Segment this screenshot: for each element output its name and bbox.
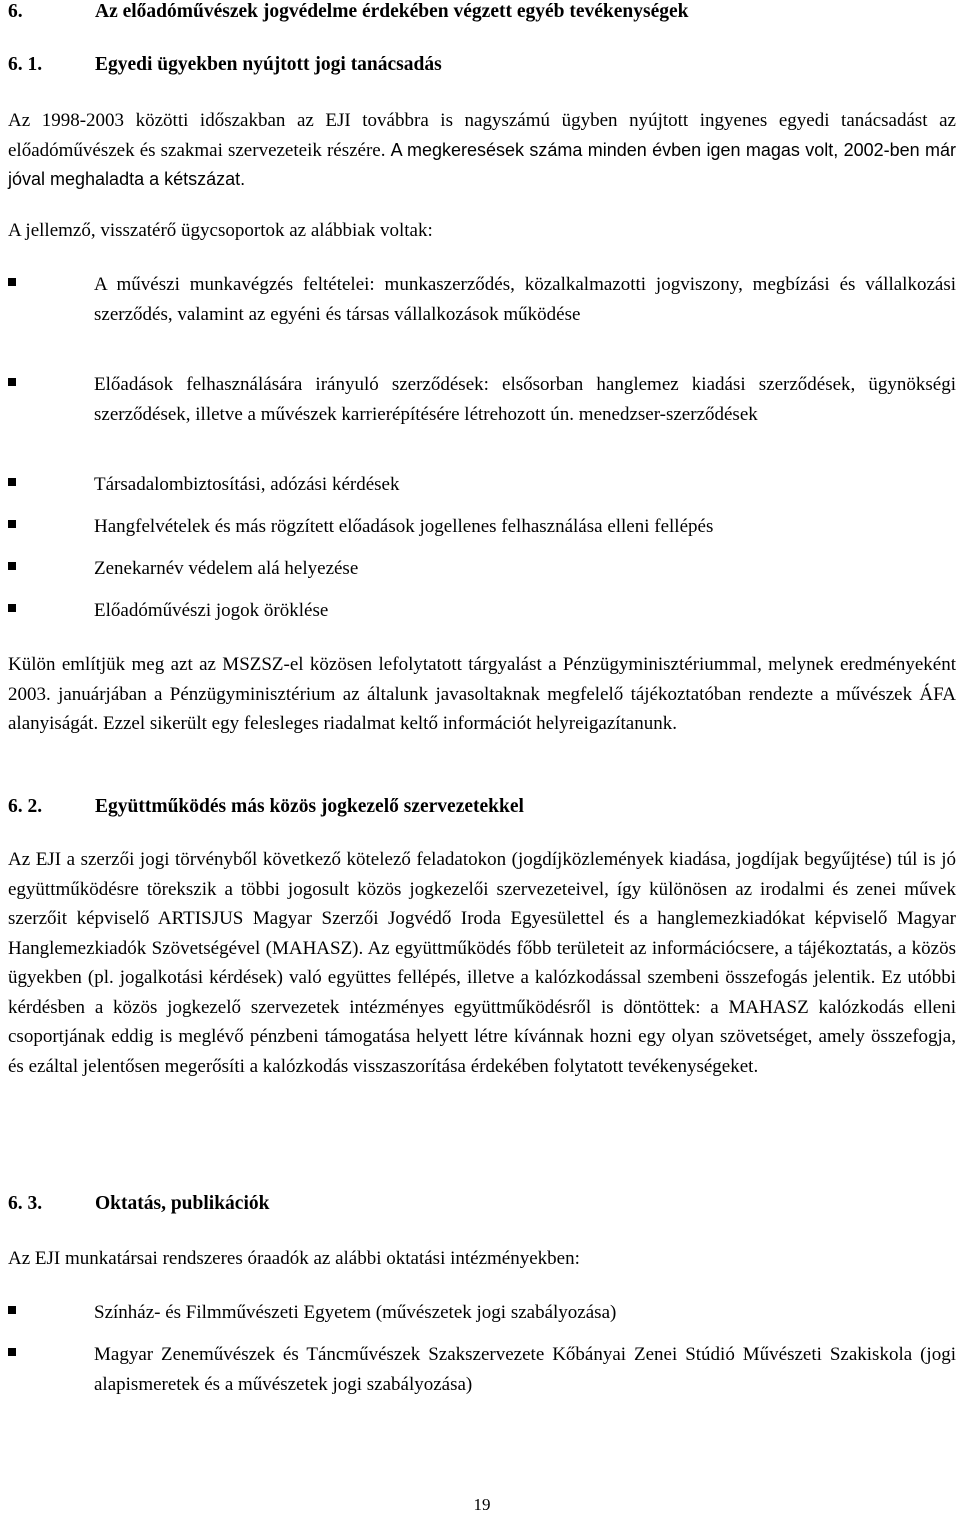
bullet-icon [8,520,16,528]
paragraph-consulting [8,106,956,195]
bullet-icon [8,562,16,570]
list-intro: A jellemző, visszatérő ügycsoportok az alábbiak voltak: [8,220,433,241]
bullet-icon [8,1306,16,1314]
list-item-text: Színház- és Filmművészeti Egyetem (művészetek jogi szabályozása) [94,1302,617,1323]
list-item-text: Magyar Zeneművészek és Táncművészek Szakszervezete Kőbányai Zenei Stúdió Művészeti Szakiskola (jogi alapismeretek és a művészetek jogi szabályozása) [94,1344,956,1395]
bullet-icon [8,478,16,486]
section-title: Egyedi ügyekben nyújtott jogi tanácsadás [95,54,442,75]
section-number: 6. [8,1,23,22]
section-number: 6. 2. [8,796,43,817]
bullet-icon [8,378,16,386]
section-heading-6-3 [8,1192,269,1216]
paragraph-text-sans: A megkeresések száma minden évben igen magas volt, 2002-ben már jóval meghaladta a kétszázat. [8,139,957,189]
bullet-icon [8,278,16,286]
paragraph-closing: Külön említjük meg azt az MSZSZ-el közösen lefolytatott tárgyalást a Pénzügyminisztériummal, melynek eredményeként 2003. januárjában a Pénzügyminisztérium az általunk javasoltaknak megfelelő tájékoztatóban rendezte a művészek ÁFA alanyiságát. Ezzel sikerült egy felesleges riadalmat keltő információt helyreigazítanunk. [8,654,956,734]
list-item-text: Előadóművészi jogok öröklése [94,600,329,621]
list-item-text: A művészi munkavégzés feltételei: munkaszerződés, közalkalmazotti jogviszony, megbízási és vállalkozási szerződés, valamint az egyéni és társas vállalkozások működése [94,274,956,325]
section-number: 6. 1. [8,54,43,75]
list-item-text: Hangfelvételek és más rögzített előadások jogellenes felhasználása elleni fellépés [94,516,714,537]
list-item-text: Társadalombiztosítási, adózási kérdések [94,474,400,495]
section-title: Az előadóművészek jogvédelme érdekében végzett egyéb tevékenységek [95,1,689,22]
bullet-icon [8,1348,16,1356]
section-title: Együttműködés más közös jogkezelő szervezetekkel [95,796,524,817]
section-heading-6 [8,0,689,24]
paragraph-teaching: Az EJI munkatársai rendszeres óraadók az alábbi oktatási intézményekben: [8,1248,580,1269]
bullet-icon [8,604,16,612]
section-title: Oktatás, publikációk [95,1193,270,1214]
list-item-text: Zenekarnév védelem alá helyezése [94,558,359,579]
section-heading-6-1 [8,53,442,77]
section-heading-6-2 [8,795,524,819]
page-number: 19 [473,1495,491,1514]
list-item-text: Előadások felhasználására irányuló szerződések: elsősorban hanglemez kiadási szerződések, ügynökségi szerződések, illetve a művészek karrierépítésére létrehozott ún. menedzser-szerződések [94,374,956,425]
paragraph-text: Az 1998-2003 közötti időszakban az EJI továbbra is nagyszámú ügyben nyújtott ingyenes egyedi tanácsadást az előadóművészek és szakmai szervezeteik részére. [8,110,956,161]
paragraph-cooperation: Az EJI a szerzői jogi törvényből következő kötelező feladatokon (jogdíjközlemények kiadása, jogdíjak begyűjtése) túl is jó együttműködésre törekszik a többi jogosult közös jogkezelői szervezeteivel, így különösen az irodalmi és zenei művek szerzőit képviselő ARTISJUS Magyar Szerzői Jogvédő Iroda Egyesülettel és a hanglemezkiadókat képviselő Magyar Hanglemezkiadók Szövetségével (MAHASZ). Az együttműködés főbb területeit az információcsere, a tájékoztatás, a közös ügyekben (pl. jogalkotási kérdések) való együttes fellépés, illetve a kalózkodással szembeni összefogás jelentik. Ez utóbbi kérdésben a közös jogkezelő szervezetek intézményes együttműködésről is döntöttek: a MAHASZ kalózkodás elleni csoportjának eddig is meglévő pénzbeni támogatása helyett létre kívánnak hozni egy olyan szövetséget, amely összefogja, és ezáltal jelentősen megerősíti a kalózkodás visszaszorítása érdekében folytatott tevékenységeket. [8,849,956,1077]
section-number: 6. 3. [8,1193,43,1214]
